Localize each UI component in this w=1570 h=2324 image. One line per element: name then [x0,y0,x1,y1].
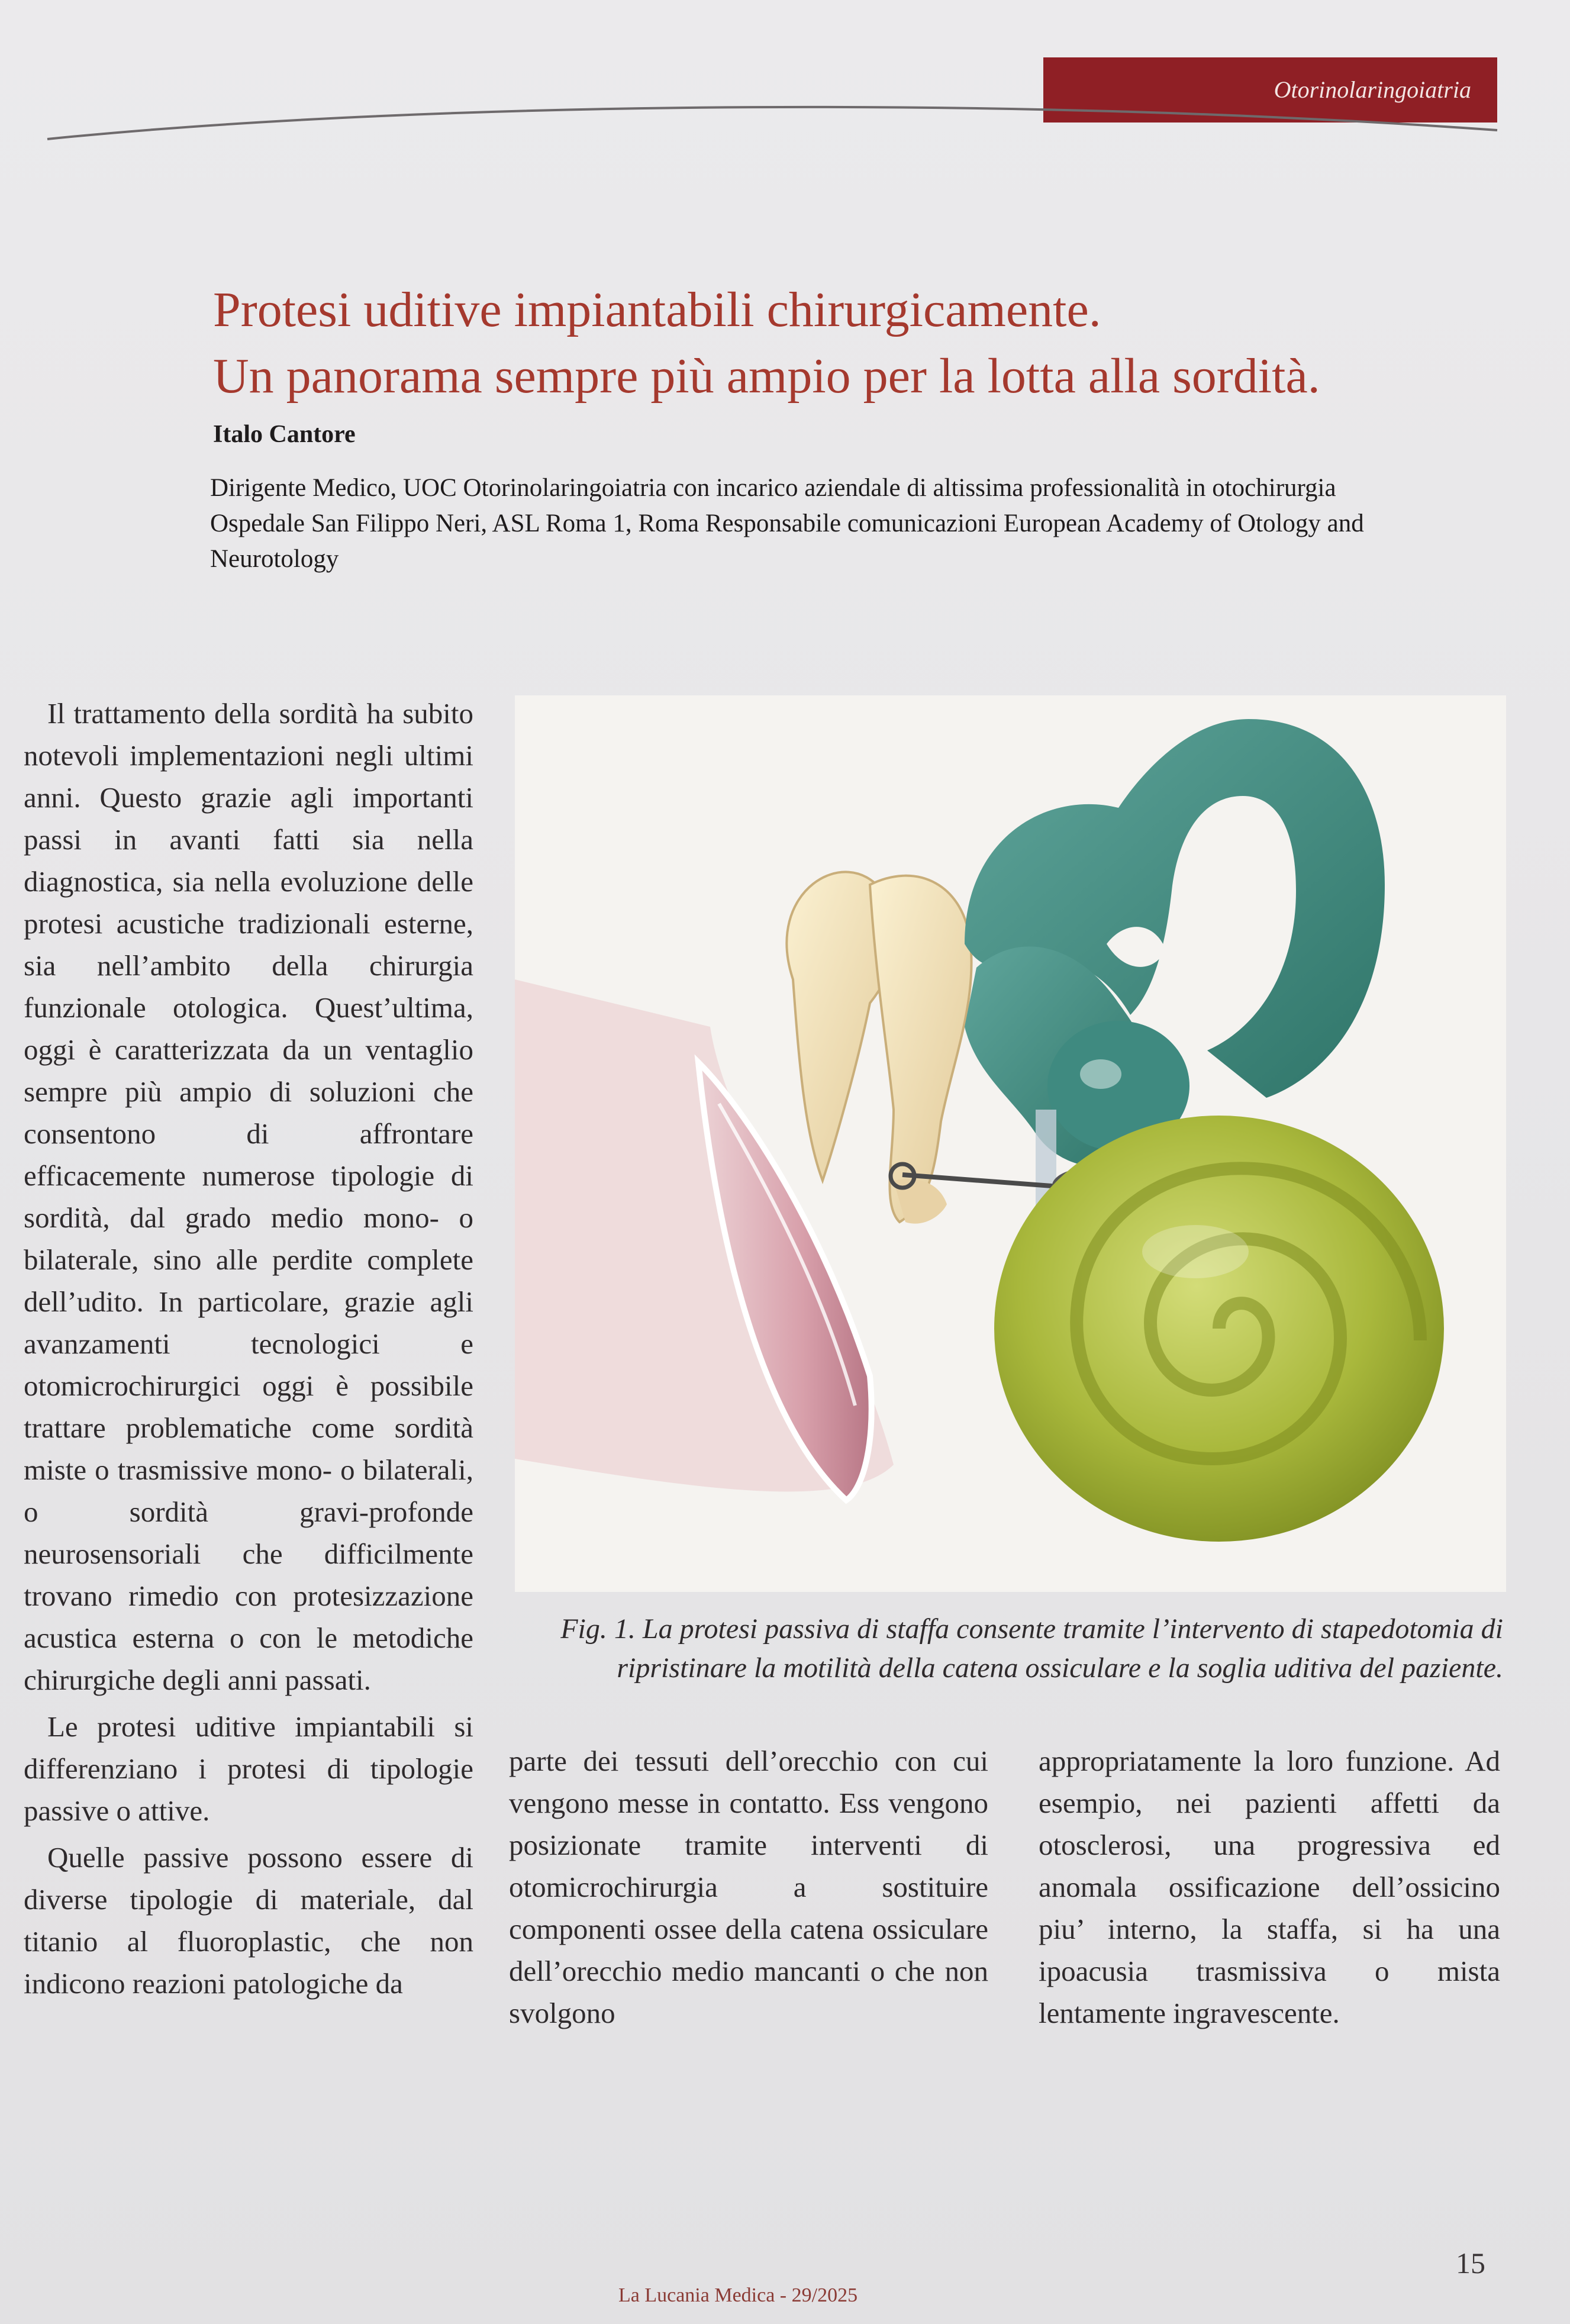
title-line-2: Un panorama sempre più ampio per la lotta alla sordità. [213,349,1320,404]
body-column-3 [1039,1740,1500,2034]
caption-line-1: Fig. 1. La protesi passiva di staffa consente tramite l’intervento di stapedotomia di [560,1613,1503,1645]
author-name: Italo Cantore [213,421,356,448]
paragraph-col2: parte dei tessuti dell’orecchio con cui vengono messe in contatto. Ess vengono posizionate tramite interventi di otomicrochirurgia a sostituire componenti ossee della catena ossiculare dell’orecchio medio mancanti o che non svolgono [509,1745,988,2029]
header-rule [0,89,1570,160]
paragraph-intro: Il trattamento della sordità ha subito notevoli implementazioni negli ultimi anni. Questo grazie agli importanti passi in avanti fatti sia nella diagnostica, sia nella evoluzione delle protesi acustiche tradizionali esterne, sia nell’ambito della chirurgia funzionale otologica. Quest’ultima, oggi è caratterizzata da un ventaglio sempre più ampio di soluzioni che consentono di affrontare efficacemente numerose tipologie di sordità, dal grado medio mono- o bilaterale, sino alle perdite complete dell’udito. In particolare, grazie agli avanzamenti tecnologici e otomicrochirurgici oggi è possibile trattare problematiche come sordità miste o trasmissive mono- o bilaterali, o sordità gravi-profonde neurosensoriali che difficilmente trovano rimedio con protesizzazione acustica esterna o con le metodiche chirurgiche degli anni passati. [24,697,473,1696]
section-tab: Otorinolaringoiatria [1043,57,1497,123]
ear-anatomy-figure [515,695,1506,1592]
incus-icon [870,876,972,1222]
author-affiliation [210,470,1542,577]
paragraph-types: Le protesi uditive impiantabili si differenziano i protesi di tipologie passive o attive. [24,1710,473,1827]
affiliation-line-1: Dirigente Medico, UOC Otorinolaringoiatria con incarico aziendale di altissima professionalità in otochirurgia [210,474,1336,502]
affiliation-line-2: Ospedale San Filippo Neri, ASL Roma 1, Roma Responsabile comunicazioni European Academy of Otology and [210,510,1364,537]
figure-caption [533,1610,1503,1688]
page-number: 15 [1456,2246,1485,2280]
paragraph-col3: appropriatamente la loro funzione. Ad esempio, nei pazienti affetti da otosclerosi, una progressiva ed anomala ossificazione dell’ossicino piu’ interno, la staffa, si ha una ipoacusia trasmissiva o mista lentamente ingravescente. [1039,1745,1500,2029]
paragraph-passive: Quelle passive possono essere di diverse tipologie di materiale, dal titanio al fluoroplastic, che non indicono reazioni patologiche da [24,1841,473,2000]
affiliation-line-3: Neurotology [210,545,339,573]
article-title [213,277,1515,410]
title-line-1: Protesi uditive impiantabili chirurgicamente. [213,282,1101,337]
caption-line-2: ripristinare la motilità della catena ossiculare e la soglia uditiva del paziente. [617,1652,1503,1684]
body-column-1 [24,692,473,2004]
body-column-2 [509,1740,988,2034]
journal-footer: La Lucania Medica - 29/2025 [618,2284,858,2306]
inner-ear-illustration [515,695,1506,1592]
